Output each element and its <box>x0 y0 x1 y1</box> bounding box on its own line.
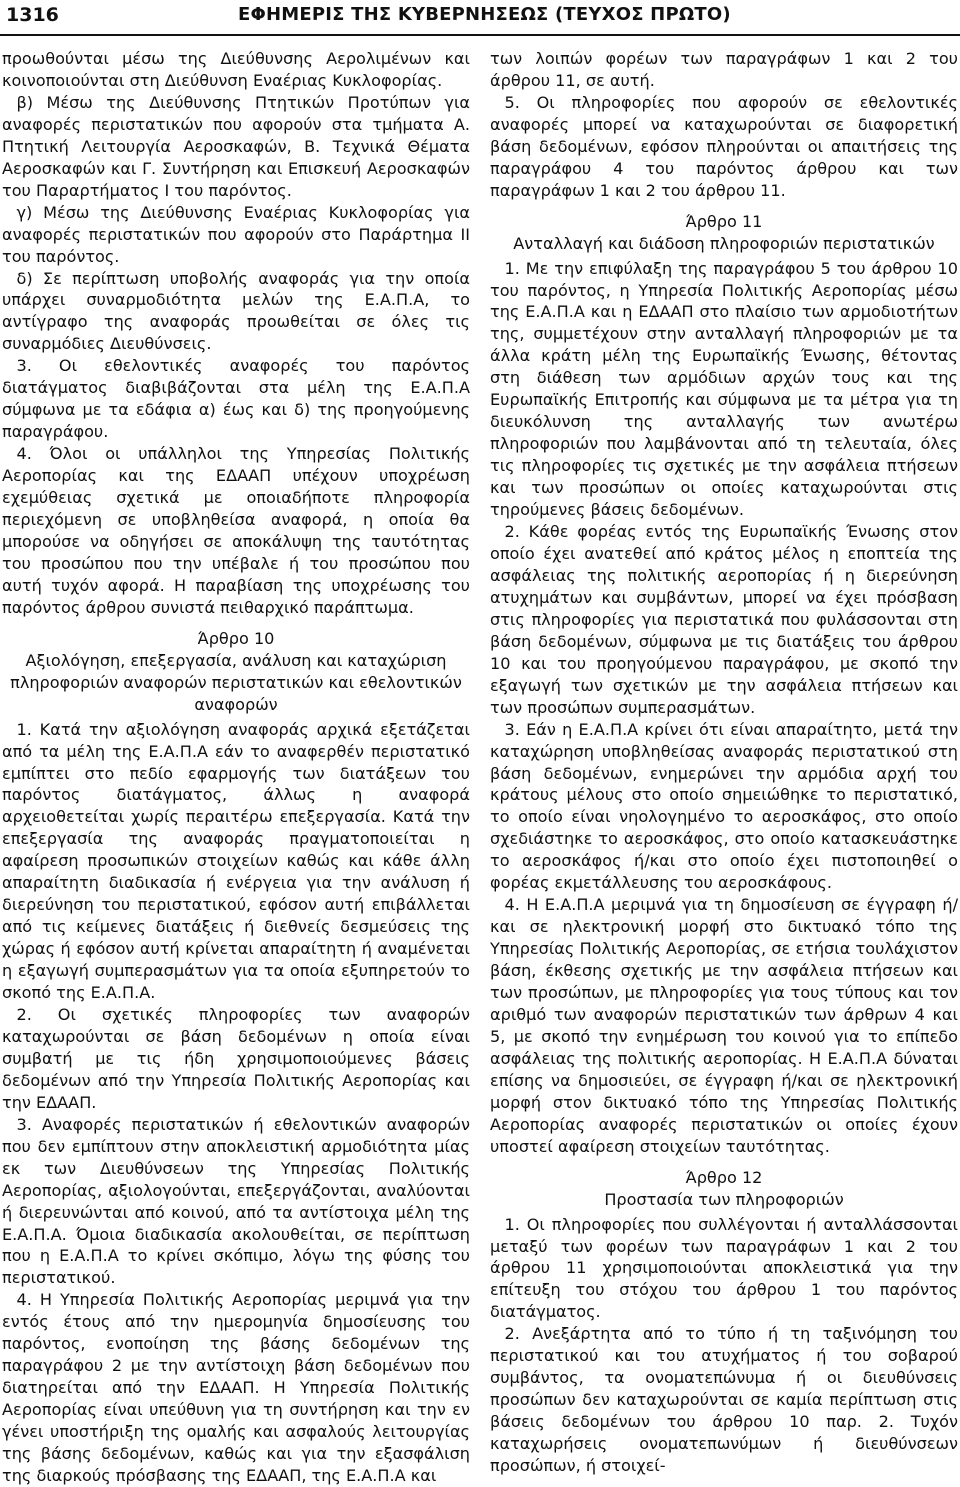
page-number: 1316 <box>6 4 59 26</box>
article-title: Προστασία των πληροφοριών <box>604 1189 844 1209</box>
paragraph: 1. Οι πληροφορίες που συλλέγονται ή ανταλλάσσονται μεταξύ των φορέων των παραγράφων 1 και 2 του άρθρου 11 χρησιμοποιούνται αποκλειστικά για την επίτευξη του στόχου του άρθρου 1 του παρόντος διατάγματος. <box>490 1214 958 1322</box>
paragraph: 1. Κατά την αξιολόγηση αναφοράς αρχικά εξετάζεται από τα μέλη της Ε.Α.Π.Α εάν το αναφερθέν περιστατικό εμπίπτει στο πεδίο εφαρμογής των διατάξεων του παρόντος διατάγματος, άλλως η αναφορά αρχειοθετείται χωρίς περαιτέρω επεξεργασία. Κατά την επεξεργασία της αναφοράς πραγματοποιείται η αφαίρεση προσωπικών στοιχείων καθώς και κάθε άλλη απαραίτητη διαδικασία ή ενέργεια για την ανάλυση ή διερεύνηση του περιστατικού, εφόσον αυτή επιβάλλεται από τις κείμενες διατάξεις ή διεθνείς δεσμεύσεις της χώρας ή εφόσον αυτή κρίνεται απαραίτητη ή αναμένεται η εξαγωγή συμπερασμάτων για τα οποία εξυπηρετούν το σκοπό της Ε.Α.Π.Α. <box>2 719 470 1003</box>
right-column <box>490 48 958 1477</box>
paragraph: 2. Ανεξάρτητα από το τύπο ή τη ταξινόμηση του περιστατικού και του ατυχήματος ή του σοβαρού συμβάντος, τα ονοματεπώνυμα ή οι διευθύνσεις προσώπων δεν καταχωρούνται σε καμία περίπτωση στις βάσεις δεδομένων του άρθρου 10 παρ. 2. Τυχόν καταχωρήσεις ονοματεπωνύμων ή διευθύνσεων προσώπων, ή στοιχεί- <box>490 1324 958 1476</box>
paragraph: προωθούνται μέσω της Διεύθυνσης Αερολιμένων και κοινοποιούνται στη Διεύθυνση Εναέριας Κυκλοφορίας. <box>2 49 470 90</box>
paragraph: 5. Οι πληροφορίες που αφορούν σε εθελοντικές αναφορές μπορεί να καταχωρούνται σε διαφορετική βάση δεδομένων, εφόσον πληρούνται οι απαιτήσεις της παραγράφου 4 του παρόντος άρθρου και των παραγράφων 1 και 2 του άρθρου 11. <box>490 92 958 200</box>
article-number: Άρθρο 11 <box>685 211 763 231</box>
paragraph: των λοιπών φορέων των παραγράφων 1 και 2 του άρθρου 11, σε αυτή. <box>490 49 958 90</box>
paragraph: 4. Όλοι οι υπάλληλοι της Υπηρεσίας Πολιτικής Αεροπορίας και της ΕΔΑΑΠ υπέχουν υποχρέωση εχεμύθειας σχετικά με οποιαδήποτε πληροφορία περιεχόμενη σε υποβληθείσα αναφορά, η οποία θα μπορούσε να οδηγήσει σε αποκάλυψη της ταυτότητας του προσώπου που την υπέβαλε ή του προσώπου που αυτή τυχόν αφορά. Η παραβίαση της υποχρέωσης του παρόντος άρθρου συνιστά πειθαρχικό παράπτωμα. <box>2 444 470 617</box>
paragraph: 3. Οι εθελοντικές αναφορές του παρόντος διατάγματος διαβιβάζονται στα μέλη της Ε.Α.Π.Α σύμφωνα με τα εδάφια α) έως και δ) της προηγούμενης παραγράφου. <box>2 356 470 442</box>
article-title: Αξιολόγηση, επεξεργασία, ανάλυση και καταχώριση πληροφοριών αναφορών περιστατικών και εθελοντικών αναφορών <box>10 650 462 714</box>
article-number: Άρθρο 10 <box>197 628 275 648</box>
paragraph: γ) Μέσω της Διεύθυνσης Εναέριας Κυκλοφορίας για αναφορές περιστατικών που αφορούν στο Παράρτημα ΙΙ του παρόντος. <box>2 202 470 266</box>
paragraph: 3. Εάν η Ε.Α.Π.Α κρίνει ότι είναι απαραίτητο, μετά την καταχώρηση υποβληθείσας αναφοράς περιστατικού στη βάση δεδομένων, ενημερώνει την αρμόδια αρχή του κράτους μέλους στο οποίο σημειώθηκε το περιστατικό, το οποίο είναι νηολογημένο το αεροσκάφος, στο οποίο σχεδιάστηκε το αεροσκάφος, στο οποίο κατασκευάστηκε το αεροσκάφος ή/και στο οποίο έχει πιστοποιηθεί ο φορέας εκμετάλλευσης του αεροσκάφους. <box>490 719 958 893</box>
article-number: Άρθρο 12 <box>685 1167 763 1187</box>
paragraph: 1. Με την επιφύλαξη της παραγράφου 5 του άρθρου 10 του παρόντος, η Υπηρεσία Πολιτικής Αεροπορίας μέσω της Ε.Α.Π.Α και η ΕΔΑΑΠ στο πλαίσιο των αρμοδιοτήτων της, συμμετέχουν στην ανταλλαγή πληροφοριών με τα άλλα κράτη μέλη της Ευρωπαϊκής Ένωσης, θέτοντας στη διάθεση των αρμόδιων αρχών τους και της Ευρωπαϊκής Επιτροπής και σύμφωνα με τα μέτρα για τη διευκόλυνση της ανταλλαγής των ανωτέρω πληροφοριών που λαμβάνονται από τη τελευταία, όλες τις πληροφορίες τις σχετικές με την ασφάλεια πτήσεων και των προσώπων οι οποίες καταχωρούνται στις τηρούμενες βάσεις δεδομένων. <box>490 258 958 520</box>
left-column <box>2 48 470 1487</box>
header-rule <box>0 34 960 36</box>
paragraph: 4. Η Υπηρεσία Πολιτικής Αεροπορίας μεριμνά για την εντός έτους από την ημερομηνία δημοσίευσης του παρόντος, ενοποίηση της βάσης δεδομένων της παραγράφου 2 με την αντίστοιχη βάση δεδομένων που διατηρείται από την ΕΔΑΑΠ. Η Υπηρεσία Πολιτικής Αεροπορίας είναι υπεύθυνη για τη συντήρηση και την εν γένει υποστήριξη της ομαλής και ασφαλούς λειτουργίας της βάσης δεδομένων, καθώς και για την εξασφάλιση της διαρκούς πρόσβασης της ΕΔΑΑΠ, της Ε.Α.Π.Α και <box>2 1290 470 1485</box>
paragraph: 4. Η Ε.Α.Π.Α μεριμνά για τη δημοσίευση σε έγγραφη ή/και σε ηλεκτρονική μορφή στο δικτυακό τόπο της Υπηρεσίας Πολιτικής Αεροπορίας, σε ετήσια τουλάχιστον βάση, έκθεσης σχετικής με την ασφάλεια πτήσεων και των προσώπων, με πληροφορίες για τους τύπους και τον αριθμό των αναφορών περιστατικών των άρθρων 4 και 5, με σκοπό την ενημέρωση του κοινού για το επίπεδο ασφάλειας της πολιτικής αεροπορίας. Η Ε.Α.Π.Α δύναται επίσης να δημοσιεύει, σε έγγραφη ή/και σε ηλεκτρονική μορφή στον δικτυακό τόπο της Υπηρεσίας Πολιτικής Αεροπορίας αναφορές περιστατικών οι οποίες έχουν υποστεί αφαίρεση στοιχείων ταυτότητας. <box>490 895 958 1156</box>
paragraph: β) Μέσω της Διεύθυνσης Πτητικών Προτύπων για αναφορές περιστατικών που αφορούν στα τμήματα Α. Πτητική Λειτουργία Αεροσκαφών, Β. Τεχνικά Θέματα Αεροσκαφών και Γ. Συντήρηση και Επισκευή Αεροσκαφών του Παραρτήματος Ι του παρόντος. <box>2 92 470 200</box>
page-header <box>0 0 960 34</box>
paragraph: 2. Κάθε φορέας εντός της Ευρωπαϊκής Ένωσης στον οποίο έχει ανατεθεί από κράτος μέλος η εποπτεία της ασφάλειας της πολιτικής αεροπορίας ή η διερεύνηση ατυχημάτων και συμβάντων, μπορεί να έχει πρόσβαση στις πληροφορίες για περιστατικά που φυλάσσονται στη βάση δεδομένων, σύμφωνα με τις διατάξεις του άρθρου 10 και του προηγούμενου παραγράφου, με σκοπό την εξαγωγή των σχετικών με την ασφάλεια πτήσεων και των προσώπων συμπερασμάτων. <box>490 522 958 717</box>
paragraph: δ) Σε περίπτωση υποβολής αναφοράς για την οποία υπάρχει συναρμοδιότητα μελών της Ε.Α.Π.Α, το αντίγραφο της αναφοράς προωθείται σε όλες τις συναρμόδιες Διευθύνσεις. <box>2 268 470 354</box>
gazette-running-title: ΕΦΗΜΕΡΙΣ ΤΗΣ ΚΥΒΕΡΝΗΣΕΩΣ (ΤΕΥΧΟΣ ΠΡΩΤΟ) <box>238 4 731 25</box>
article-title: Ανταλλαγή και διάδοση πληροφοριών περιστατικών <box>513 233 935 253</box>
paragraph: 2. Οι σχετικές πληροφορίες των αναφορών καταχωρούνται σε βάση δεδομένων η οποία είναι συμβατή με τις ήδη χρησιμοποιούμενες βάσεις δεδομένων από την Υπηρεσία Πολιτικής Αεροπορίας και την ΕΔΑΑΠ. <box>2 1004 470 1112</box>
paragraph: 3. Αναφορές περιστατικών ή εθελοντικών αναφορών που δεν εμπίπτουν στην αποκλειστική αρμοδιότητα μίας εκ των Διευθύνσεων της Υπηρεσίας Πολιτικής Αεροπορίας, αξιολογούνται, επεξεργάζονται, αναλύονται ή διερευνώνται από κοινού, από τα αντίστοιχα μέλη της Ε.Α.Π.Α. Όμοια διαδικασία ακολουθείται, σε περίπτωση που η Ε.Α.Π.Α το κρίνει σκόπιμο, λόγω της φύσης του περιστατικού. <box>2 1114 470 1288</box>
